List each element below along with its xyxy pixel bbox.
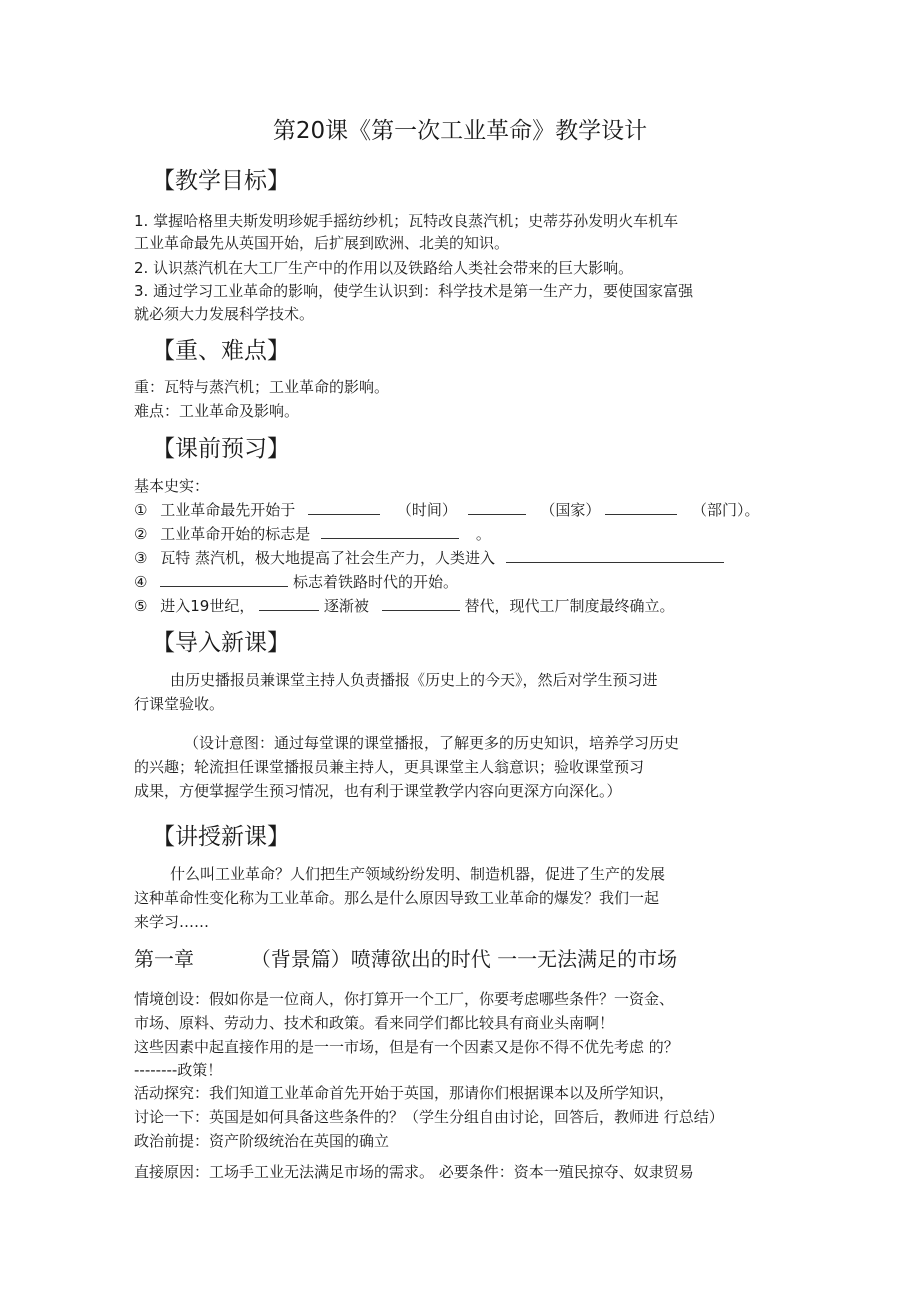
question-text: （时间） — [396, 501, 457, 519]
question-text: 工业革命最先开始于 — [160, 501, 296, 519]
preview-question-4 — [134, 572, 458, 592]
question-text: 进入19世纪， — [160, 597, 255, 615]
design-intent-line: 成果，方便掌握学生预习情况，也有利于课堂教学内容向更深方向深化。） — [134, 782, 622, 800]
question-text: 标志着铁路时代的开始。 — [293, 573, 459, 591]
body-line: --------政策！ — [134, 1061, 223, 1079]
objective-line: 2. 认识蒸汽机在大工厂生产中的作用以及铁路给人类社会带来的巨大影响。 — [134, 259, 634, 277]
blank-field — [506, 548, 724, 563]
chapter-title: （背景篇）喷薄欲出的时代 一一无法满足的市场 — [250, 947, 678, 971]
question-text: 工业革命开始的标志是 — [160, 525, 311, 543]
chapter-heading — [134, 946, 677, 972]
question-text: 替代，现代工厂制度最终确立。 — [464, 597, 675, 615]
design-intent-line: （设计意图：通过每堂课的课堂播报，了解更多的历史知识，培养学习历史 — [184, 734, 680, 752]
blank-field — [605, 500, 677, 515]
blank-field — [321, 524, 459, 539]
keypoint-line: 难点：工业革命及影响。 — [134, 402, 300, 420]
body-line: 活动探究：我们知道工业革命首先开始于英国，那请你们根据课本以及所学知识， — [134, 1084, 675, 1102]
lesson-line: 来学习…… — [134, 913, 210, 931]
objective-line: 3. 通过学习工业革命的影响，使学生认识到：科学技术是第一生产力，要使国家富强 — [134, 282, 694, 300]
question-text: 。 — [475, 525, 491, 543]
item-number: ⑤ — [134, 597, 148, 615]
design-intent-line: 的兴趣；轮流担任课堂播报员兼主持人，更具课堂主人翁意识；验收课堂预习 — [134, 758, 645, 776]
blank-field — [160, 572, 288, 587]
heading-objectives: 【教学目标】 — [152, 168, 290, 194]
lesson-line: 这种革命性变化称为工业革命。那么是什么原因导致工业革命的爆发？我们一起 — [134, 889, 660, 907]
item-number: ① — [134, 501, 148, 519]
body-line: 政治前提：资产阶级统治在英国的确立 — [134, 1132, 390, 1150]
heading-new-lesson: 【讲授新课】 — [152, 824, 290, 850]
objective-line: 1. 掌握哈格里夫斯发明珍妮手摇纺纱机；瓦特改良蒸汽机；史蒂芬孙发明火车机车 — [134, 212, 679, 230]
lesson-line: 什么叫工业革命？人们把生产领域纷纷发明、制造机器，促进了生产的发展 — [170, 865, 666, 883]
question-text: 逐渐被 — [323, 597, 369, 615]
item-number: ④ — [134, 573, 148, 591]
item-number: ③ — [134, 549, 148, 567]
intro-line: 由历史播报员兼课堂主持人负责播报《历史上的今天》，然后对学生预习进 — [170, 671, 658, 689]
body-line: 直接原因：工场手工业无法满足市场的需求。 必要条件：资本一殖民掠夺、奴隶贸易 — [134, 1163, 694, 1181]
preview-question-2 — [134, 524, 491, 544]
chapter-number: 第一章 — [134, 947, 194, 971]
preview-question-5 — [134, 596, 674, 616]
blank-field — [259, 596, 319, 611]
question-text: 瓦特 蒸汽机，极大地提高了社会生产力，人类进入 — [160, 549, 496, 567]
intro-line: 行课堂验收。 — [134, 695, 225, 713]
blank-field — [468, 500, 526, 515]
keypoint-line: 重：瓦特与蒸汽机；工业革命的影响。 — [134, 378, 390, 396]
heading-keypoints: 【重、难点】 — [152, 338, 290, 364]
body-line: 市场、原料、劳动力、技术和政策。看来同学们都比较具有商业头南啊！ — [134, 1014, 615, 1032]
objective-line: 工业革命最先从英国开始，后扩展到欧洲、北美的知识。 — [134, 234, 510, 252]
preview-question-3 — [134, 548, 724, 568]
heading-intro-lesson: 【导入新课】 — [152, 630, 290, 656]
question-text: （国家） — [540, 501, 601, 519]
heading-preview: 【课前预习】 — [152, 436, 290, 462]
body-line: 情境创设：假如你是一位商人，你打算开一个工厂，你要考虑哪些条件？一资金、 — [134, 990, 675, 1008]
body-line: 这些因素中起直接作用的是一一市场，但是有一个因素又是你不得不优先考虑 的？ — [134, 1038, 679, 1056]
body-line: 讨论一下：英国是如何具备这些条件的？（学生分组自由讨论，回答后，教师进 行总结） — [134, 1108, 724, 1126]
blank-field — [382, 596, 460, 611]
question-text: （部门）。 — [691, 501, 760, 519]
preview-intro: 基本史实： — [134, 477, 210, 495]
item-number: ② — [134, 525, 148, 543]
document-title: 第20课《第一次工业革命》教学设计 — [272, 118, 648, 144]
objective-line: 就必须大力发展科学技术。 — [134, 305, 315, 323]
blank-field — [308, 500, 380, 515]
preview-question-1 — [134, 500, 759, 520]
